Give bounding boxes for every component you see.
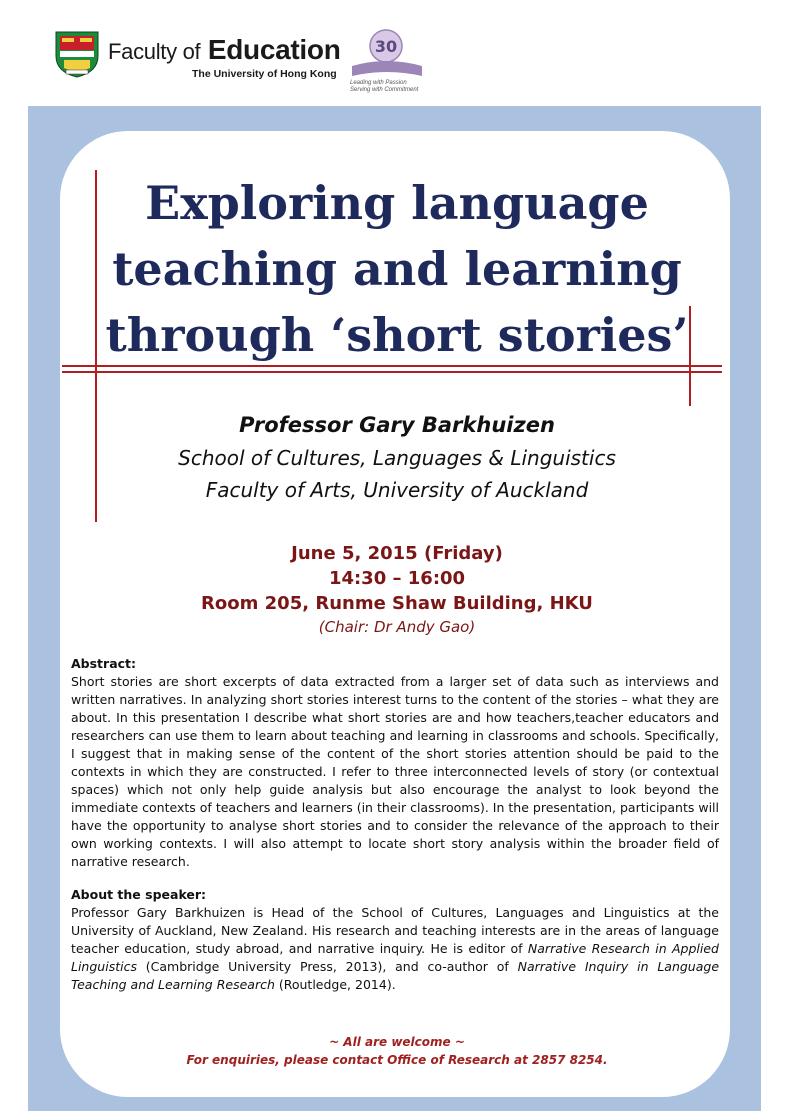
event-chair: (Chair: Dr Andy Gao) — [318, 618, 476, 636]
hku-crest-icon — [52, 30, 102, 78]
horizontal-rule-bottom — [62, 371, 722, 373]
event-details — [80, 541, 714, 638]
about-heading: About the speaker: — [71, 887, 207, 902]
faculty-name: Education — [207, 34, 341, 65]
title-line-2: teaching and learning — [112, 242, 682, 296]
event-venue: Room 205, Runme Shaw Building, HKU — [201, 593, 593, 614]
faculty-title — [108, 34, 341, 66]
abstract-heading: Abstract: — [71, 656, 137, 671]
faculty-of-label: Faculty of — [108, 39, 201, 64]
speaker-block — [80, 408, 714, 506]
about-speaker-section — [71, 886, 719, 994]
enquiry-note: For enquiries, please contact Office of Research at 2857 8254. — [186, 1053, 608, 1067]
speaker-name: Professor Gary Barkhuizen — [239, 413, 555, 437]
about-text-1: Professor Gary Barkhuizen is Head of the School of Cultures, Languages and Linguistics at the University of Auckland, New Zealand. His research and teaching interests are in the areas of language teacher education, study abroad, and narrative inquiry. He is editor of — [71, 905, 719, 956]
about-text-2: (Cambridge University Press, 2013), and co-author of — [136, 959, 518, 974]
anniv-tagline-1: Leading with Passion — [350, 80, 407, 86]
anniv-number: 30 — [374, 37, 398, 56]
event-time: 14:30 – 16:00 — [328, 568, 466, 589]
title-line-3: through ‘short stories’ — [105, 308, 689, 362]
book-title-2: Narrative Inquiry in Language Teaching and Learning Research — [71, 959, 720, 992]
welcome-note: ~ All are welcome ~ — [329, 1035, 465, 1049]
university-name: The University of Hong Kong — [192, 68, 337, 80]
anniv-tagline-2: Serving with Commitment — [350, 87, 419, 93]
abstract-section — [71, 655, 719, 871]
book-title-1: Narrative Research in Applied Linguistics — [71, 941, 719, 974]
footer-notice — [80, 1033, 714, 1069]
speaker-affiliation-2: Faculty of Arts, University of Auckland — [205, 478, 589, 502]
title-line-1: Exploring language — [145, 176, 649, 230]
speaker-affiliation-1: School of Cultures, Languages & Linguistics — [178, 446, 616, 470]
page-header — [0, 0, 794, 105]
about-text-3: (Routledge, 2014). — [274, 977, 396, 992]
event-date: June 5, 2015 (Friday) — [291, 543, 503, 564]
event-title — [80, 170, 714, 368]
abstract-text: Short stories are short excerpts of data extracted from a larger set of data such as interviews and written narratives. In analyzing short stories interest turns to the content of the stories – what they are about. In this presentation I describe what short stories are and how teachers,teacher educators and researchers can use them to learn about teaching and learning in classrooms and schools. Specifically, I suggest that in making sense of the content of the short stories attention should be paid to the contexts in which they are constructed. I refer to three interconnected levels of story (or contextual spaces) which not only help guide analysis but also encourage the analyst to look beyond the immediate contexts of teachers and learners (in their classrooms). In the presentation, participants will have the opportunity to analyse short stories and to consider the relevance of the approach to their own working contexts. I will also attempt to locate short story analysis within the broader field of narrative research. — [71, 674, 719, 869]
